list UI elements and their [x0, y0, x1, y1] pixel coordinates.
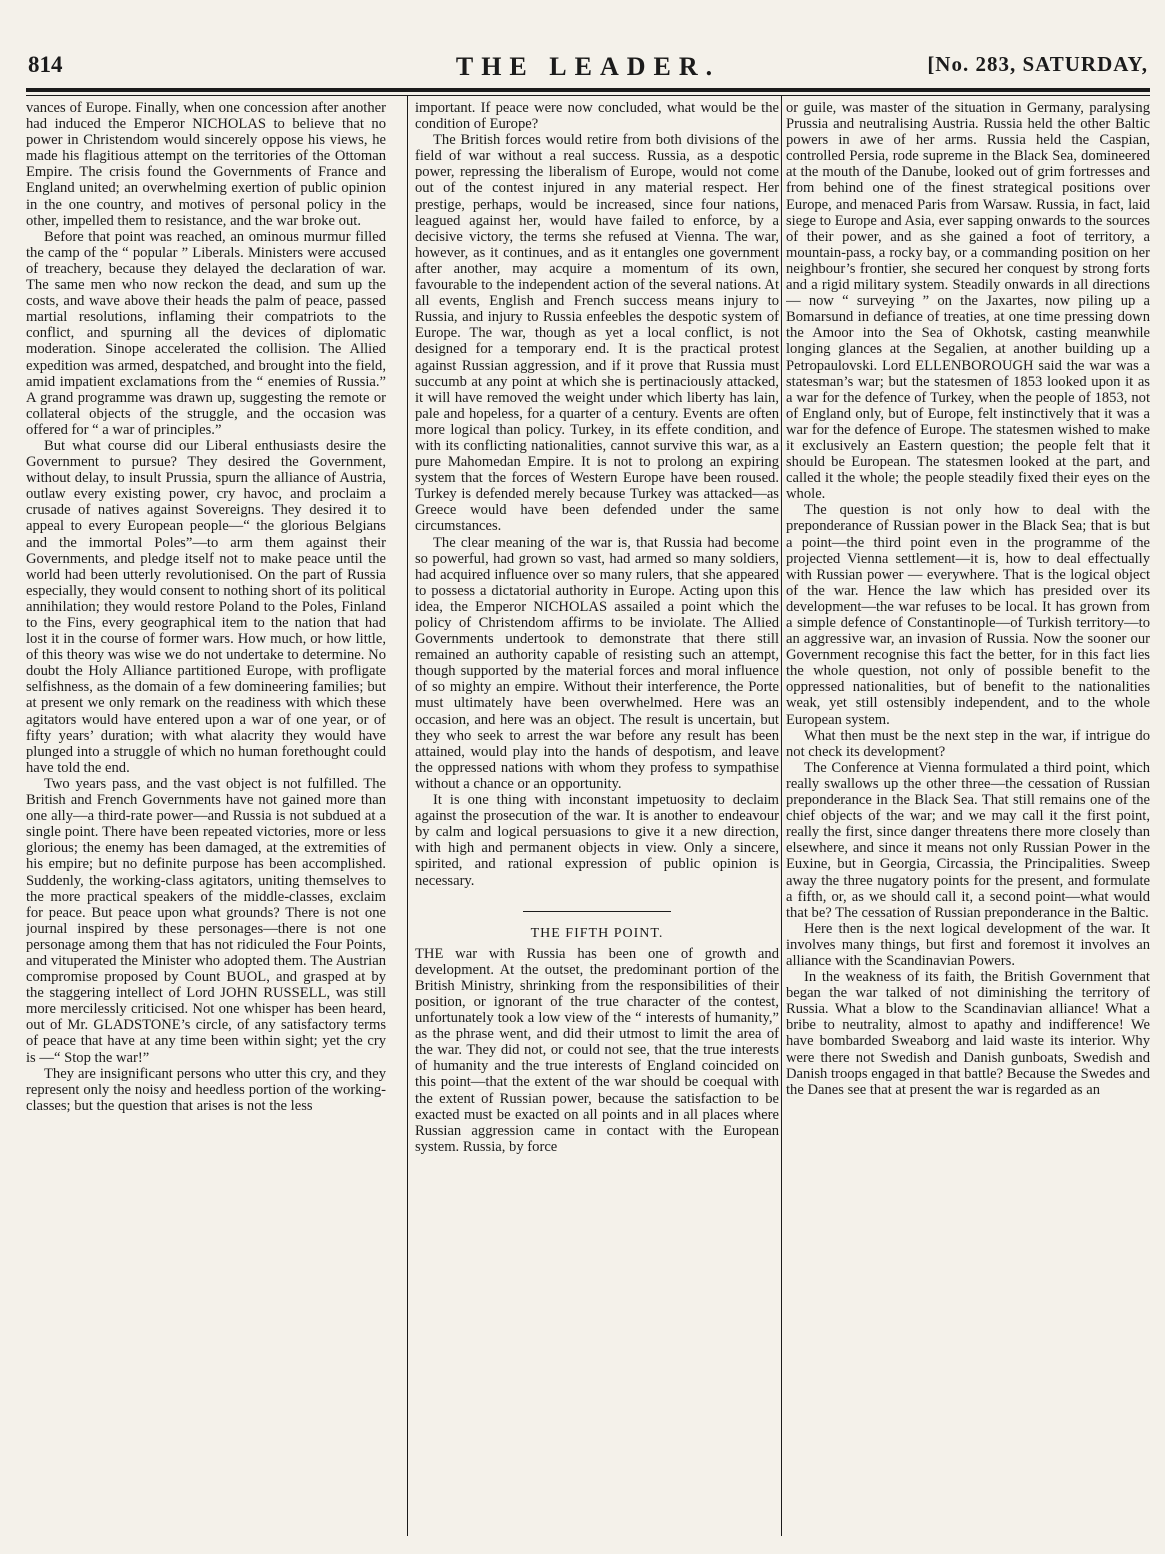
header-rule — [26, 88, 1150, 92]
paragraph: THE war with Russia has been one of growth and development. At the outset, the predominant portion of the British Ministry, shrinking from the responsibilities of their position, or ignorant of the true character of the contest, unfortunately took a low view of the “ interests of humanity,” as the phrase went, and did their utmost to limit the area of the war. They did not, or could not see, that the true interests of humanity and the true interests of England coincided on this point—that the extent of the war should be coequal with the extent of Russian power, because the satisfaction to be exacted must be exacted on all points and in all places where Russian aggression came in contact with the European system. Russia, by force — [415, 945, 779, 1155]
column-1 — [26, 100, 386, 1540]
section-title: THE FIFTH POINT. — [530, 925, 664, 941]
newspaper-title: THE LEADER. — [455, 52, 721, 81]
column-2 — [415, 100, 779, 1540]
section-rule — [523, 911, 671, 912]
column-divider — [407, 96, 408, 1536]
paragraph: vances of Europe. Finally, when one concession after another had induced the Emperor NICHOLAS to believe that no power in Christendom would sincerely oppose his views, he made his flagitious attempt on the territories of the Ottoman Empire. The crisis found the Governments of France and England united; an overwhelming exertion of public opinion in the one country, and motives of personal policy in the other, impelled them to resistance, and the war broke out. — [26, 100, 386, 229]
paragraph: They are insignificant persons who utter this cry, and they represent only the noisy and heedless portion of the working-classes; but the question that arises is not the less — [26, 1065, 386, 1114]
paragraph: Two years pass, and the vast object is not fulfilled. The British and French Governments have not gained more than one ally—a third-rate power—and Russia is not subdued at a single point. There have been repeated victories, more or less glorious; the enemy has been damaged, at the extremities of his empire; but no definite purpose has been accomplished. Suddenly, the working-class agitators, uniting themselves to the more practical speakers of the middle-classes, exclaim for peace. But peace upon what grounds? There is not one journal inspired by these personages—there is not one personage among them that has not ridiculed the Four Points, and vituperated the Minister who adopted them. The Austrian compromise proposed by Count BUOL, and grasped at by the staggering intellect of Lord JOHN RUSSELL, was still more mercilessly criticised. Not one whisper has been heard, out of Mr. GLADSTONE’s circle, of any satisfactory terms of peace that have at any time been within sight; yet the cry is —“ Stop the war!” — [26, 775, 386, 1066]
paragraph: It is one thing with inconstant impetuosity to declaim against the prosecution of the war. It is another to endeavour by calm and logical persuasions to give it a new direction, with high and permanent objects in view. Only a sincere, spirited, and rational expression of public opinion is necessary. — [415, 792, 779, 889]
paragraph: important. If peace were now concluded, what would be the condition of Europe? — [415, 100, 779, 133]
paragraph: But what course did our Liberal enthusiasts desire the Government to pursue? They desired the Government, without delay, to insult Prussia, spurn the alliance of Austria, outlaw every existing power, cry havoc, and proclaim a crusade of natives against Sovereigns. They desired it to appeal to every European people—“ the glorious Belgians and the immortal Poles”—to arm them against their Governments, and pledge itself not to make peace until the world had been utterly revolutionised. On the part of Russia especially, they would consent to nothing short of its political annihilation; they would restore Poland to the Poles, Finland to the Fins, every geographical item to the nation that had lost it in the course of former wars. How much, or how little, of this theory was wise we do not undertake to determine. No doubt the Holy Alliance partitioned Europe, with profligate selfishness, as the domain of a few domineering families; but at present we only remark on the readiness with which these agitators would have entered upon a war of one year, or of fifty years’ duration; with what alacrity they would have plunged into a struggle of which no human forethought could have told the end. — [26, 437, 386, 776]
column-divider — [781, 96, 782, 1536]
paragraph: Here then is the next logical development of the war. It involves many things, but first and foremost it involves an alliance with the Scandinavian Powers. — [786, 920, 1150, 969]
paragraph: or guile, was master of the situation in Germany, paralysing Prussia and neutralising Austria. Russia held the other Baltic powers in awe of her arms. Russia held the Caspian, controlled Persia, rode supreme in the Black Sea, domineered at the mouth of the Danube, looked out of grim fortresses and from behind one of the finest strategical positions over Europe, and menaced Paris from Warsaw. Russia, in fact, laid siege to Europe and Asia, ever sapping onwards to the sources of their power, and as she gained a foot of territory, a mountain-pass, a rocky bay, or a commanding position on her neighbour’s frontier, she secured her conquest by strong forts and a rigid military system. Steadily onwards in all directions — now “ surveying ” on the Jaxartes, now piling up a Bomarsund in defiance of treaties, at one time pressing down the Amoor into the Sea of Okhotsk, casting meanwhile longing glances at the Segalien, at another building up a Petropaulovski. Lord ELLENBOROUGH said the war was a statesman’s war; but the statesmen of 1853 looked upon it as a war for the defence of Turkey, when the people of 1853, not of England only, but of Europe, felt instinctively that it was a war for the defence of Europe. The statesmen wished to make it exclusively an Eastern question; the people felt that it should be European. The statesmen looked at the part, and called it the whole; the people steadily fixed their eyes on the whole. — [786, 100, 1150, 503]
paragraph: The British forces would retire from both divisions of the field of war without a real success. Russia, as a despotic power, repressing the liberalism of Europe, would not come out of the contest injured in any material respect. Her prestige, perhaps, would be increased, since four nations, leagued against her, would have failed to enforce, by a decisive victory, the terms she refused at Vienna. The war, however, as it continues, and as it entangles one government after another, may acquire a momentum of its own, favourable to the independent action of the several nations. At all events, English and French success means injury to Russia, and injury to Russia enfeebles the despotic system of Europe. The war, though as yet a local conflict, is not designed for a temporary end. It is the practical protest against Russian aggression, and if it prove that Russia must succumb at any point at which she is pertinaciously attacked, it will have removed the weight under which liberty has lain, pale and hopeless, for a quarter of a century. Events are often more logical than policy. Turkey, in its effete condition, and with its conflicting nationalities, cannot survive this war, as a pure Mahomedan Empire. It is not to prolong an expiring system that the forces of Western Europe have been roused. Turkey is defended merely because Turkey was attacked—as Greece would have been defended under the same circumstances. — [415, 132, 779, 535]
header-rule-thin — [26, 95, 1150, 96]
issue-info: [No. 283, SATURDAY, — [927, 52, 1148, 76]
paragraph: The Conference at Vienna formulated a third point, which really swallows up the other three—the cessation of Russian preponderance in the Black Sea. That still remains one of the chief objects of the war; and we may call it the first point, really the first, since danger threatens there more closely than elsewhere, and since it means not only Russian Power in the Euxine, but in Georgia, Circassia, the Principalities. Sweep away the three nugatory points for the present, and formulate a fifth, or, as we should call it, a second point—what would that be? The cessation of Russian preponderance in the Baltic. — [786, 759, 1150, 921]
page-header — [28, 52, 1148, 86]
page-number: 814 — [28, 52, 63, 77]
paragraph: The clear meaning of the war is, that Russia had become so powerful, had grown so vast, had armed so many soldiers, had acquired influence over so many rulers, that she appeared to possess a dictatorial authority in Europe. Acting upon this idea, the Emperor NICHOLAS assailed a point which the policy of Christendom affirms to be inviolate. The Allied Governments undertook to demonstrate that there still remained an authority capable of resisting such an attempt, though supported by the material forces and moral influence of so mighty an empire. Without their interference, the Porte must ultimately have been overwhelmed. Here was an occasion, and here was an object. The result is uncertain, but they who seek to arrest the war before any result has been attained, would play into the hands of despotism, and leave the oppressed nations with whom they profess to sympathise without a chance or an opportunity. — [415, 534, 779, 792]
paragraph: In the weakness of its faith, the British Government that began the war talked of not diminishing the territory of Russia. What a blow to the Scandinavian alliance! What a bribe to neutrality, almost to apathy and indifference! We have bombarded Sweaborg and laid waste its interior. Why were there not Swedish and Danish gunboats, Swedish and Danish troops engaged in that battle? Because the Swedes and the Danes see that at present the war is regarded as an — [786, 969, 1150, 1098]
column-3 — [786, 100, 1150, 1540]
paragraph: What then must be the next step in the war, if intrigue do not check its development? — [786, 727, 1150, 760]
paragraph: The question is not only how to deal with the preponderance of Russian power in the Black Sea; that is but a point—the third point even in the programme of the projected Vienna settlement—it is, how to deal effectually with Russian power — everywhere. That is the logical object of the war. Hence the law which has presided over its development—the war refuses to be local. It has grown from a simple defence of Constantinople—of Turkish territory—to an aggressive war, an invasion of Russia. Now the sooner our Government recognise this fact the better, for in this fact lies the whole question, not only of possible benefit to the oppressed nationalities, but of benefit to the nationalities weak, yet still ostensibly independent, and to the whole European system. — [786, 502, 1150, 728]
paragraph: Before that point was reached, an ominous murmur filled the camp of the “ popular ” Liberals. Ministers were accused of treachery, because they delayed the declaration of war. The same men who now reckon the dead, and sum up the costs, and wave above their heads the palm of peace, passed martial resolutions, inflaming their compatriots to the conflict, and spurning all the devices of diplomatic moderation. Sinope accelerated the collision. The Allied expedition was armed, despatched, and brought into the field, amid impatient exclamations from the “ enemies of Russia.” A grand programme was drawn up, suggesting the remote or collateral objects of the struggle, and the occasion was offered for “ a war of principles.” — [26, 228, 386, 438]
